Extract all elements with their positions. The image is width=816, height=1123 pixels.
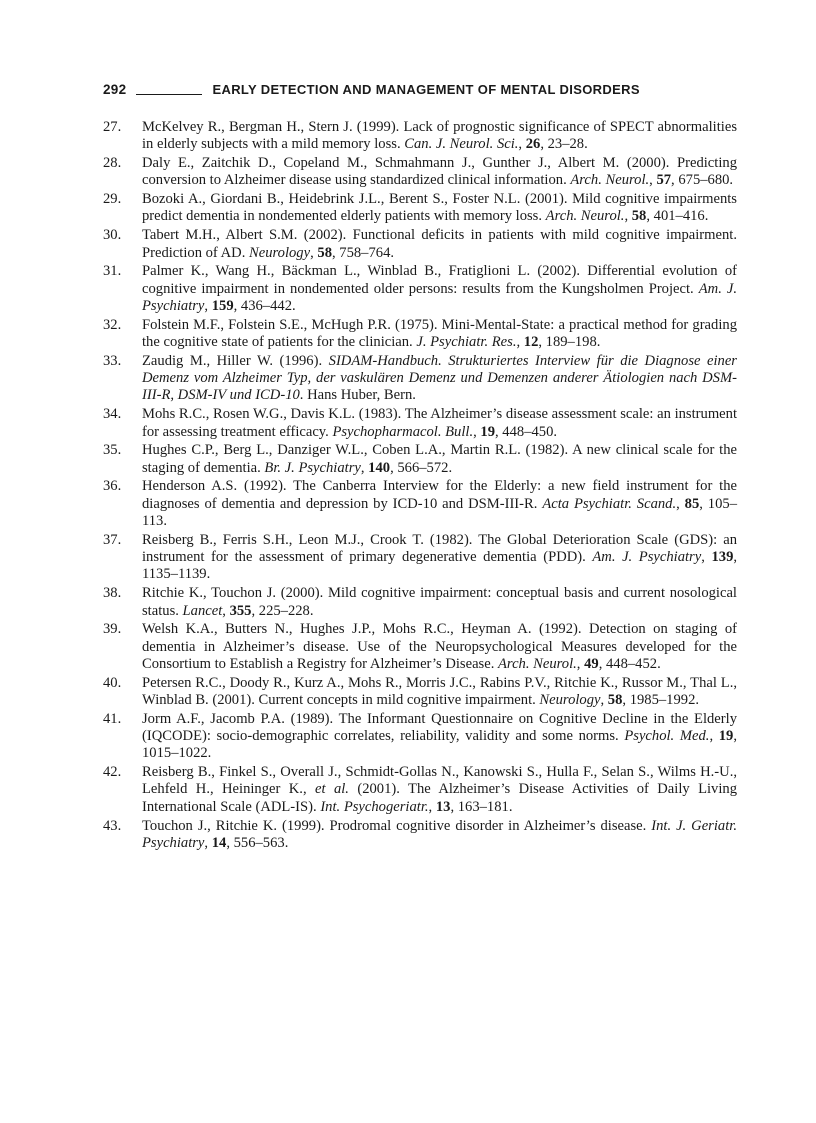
reference-text	[142, 585, 737, 620]
reference-segment: , 105–113.	[142, 495, 737, 530]
reference-item	[103, 263, 737, 315]
reference-italic-segment: Psychol. Med.	[624, 728, 710, 745]
reference-number: 34.	[103, 406, 122, 423]
reference-segment: ,	[360, 459, 369, 476]
reference-italic-segment: Lancet	[182, 602, 223, 619]
reference-number: 43.	[103, 817, 122, 834]
reference-text	[142, 442, 737, 477]
reference-item	[103, 442, 737, 477]
reference-italic-segment: Can. J. Neurol. Sci.	[404, 136, 519, 153]
reference-segment: ,	[516, 334, 524, 351]
reference-number: 38.	[103, 585, 122, 602]
reference-segment: ,	[649, 172, 657, 189]
header-rule	[136, 94, 202, 95]
reference-segment: Petersen R.C., Doody R., Kurz A., Mohs R., Morris J.C., Rabins P.V., Ritchie K., Russor M., Thal L., Winblad B. (2001). Current concepts in mild cognitive impairment.	[142, 674, 737, 708]
reference-segment: , 1985–1992.	[622, 692, 700, 708]
reference-segment: Henderson A.S. (1992). The Canberra Interview for the Elderly: a new field instrument for the diagnoses of dementia and depression by ICD-10 and DSM-III-R.	[142, 478, 737, 512]
reference-italic-segment: Acta Psychiatr. Scand.	[542, 495, 677, 512]
reference-volume: 49	[584, 655, 599, 672]
reference-volume: 57	[656, 172, 672, 189]
reference-segment: ,	[709, 728, 719, 745]
reference-volume: 159	[211, 297, 234, 314]
reference-segment: , 758–764.	[331, 244, 395, 261]
reference-segment: ,	[310, 244, 318, 261]
reference-segment: ,	[518, 136, 526, 153]
reference-italic-segment: Am. J. Psychiatry	[142, 280, 737, 314]
reference-number: 32.	[103, 316, 122, 333]
reference-item	[103, 818, 737, 853]
reference-volume: 139	[711, 549, 734, 566]
reference-italic-segment: Neurology	[249, 244, 311, 261]
reference-volume: 19	[480, 423, 495, 440]
reference-item	[103, 621, 737, 673]
reference-segment: ,	[576, 655, 585, 672]
reference-number: 33.	[103, 352, 122, 369]
reference-italic-segment: Psychopharmacol. Bull.	[332, 423, 474, 440]
reference-item	[103, 406, 737, 441]
reference-text	[142, 227, 737, 262]
reference-number: 37.	[103, 531, 122, 548]
reference-text	[142, 818, 737, 853]
reference-item	[103, 353, 737, 405]
reference-text	[142, 478, 737, 530]
reference-italic-segment: Br. J. Psychiatry	[264, 459, 361, 476]
reference-segment: , 23–28.	[540, 136, 588, 153]
reference-volume: 58	[607, 692, 623, 708]
reference-item	[103, 191, 737, 226]
reference-segment: Bozoki A., Giordani B., Heidebrink J.L., Berent S., Foster N.L. (2001). Mild cognitive impairments predict dementia in nondemented elderly patients with memory loss.	[142, 191, 737, 225]
reference-segment: , 556–563.	[226, 834, 289, 851]
reference-segment: (2001). The Alzheimer’s Disease Activities of Daily Living International Scale (ADL-IS).	[142, 781, 738, 815]
reference-text	[142, 119, 737, 154]
reference-item	[103, 711, 737, 763]
reference-text	[142, 406, 737, 441]
reference-text	[142, 263, 737, 315]
reference-segment: ,	[428, 798, 436, 815]
reference-item	[103, 227, 737, 262]
reference-italic-segment: Arch. Neurol.	[545, 208, 625, 225]
reference-segment: Reisberg B., Finkel S., Overall J., Schmidt-Gollas N., Kanowski S., Hulla F., Selan S., Wilms H.-U., Lehfeld H., Heininger K.,	[142, 764, 737, 798]
reference-item	[103, 532, 737, 584]
reference-segment: , 448–452.	[598, 655, 661, 672]
reference-item	[103, 764, 737, 816]
reference-segment: Touchon J., Ritchie K. (1999). Prodromal cognitive disorder in Alzheimer’s disease.	[142, 817, 652, 834]
reference-segment: Tabert M.H., Albert S.M. (2002). Functional deficits in patients with mild cognitive impairment. Prediction of AD.	[142, 227, 737, 261]
reference-number: 42.	[103, 764, 122, 781]
reference-segment: Welsh K.A., Butters N., Hughes J.P., Mohs R.C., Heyman A. (1992). Detection on staging of dementia in Alzheimer’s disease. Use of the Neuropsychological Measures developed for the Consortium to Establish a Registry for Alzheimer’s Disease.	[142, 621, 737, 672]
reference-text	[142, 191, 737, 226]
reference-segment: Mohs R.C., Rosen W.G., Davis K.L. (1983). The Alzheimer’s disease assessment scale: an instrument for assessing treatment efficacy.	[142, 406, 737, 440]
reference-segment: ,	[204, 834, 212, 851]
reference-volume: 26	[525, 136, 541, 153]
reference-segment: Reisberg B., Ferris S.H., Leon M.J., Crook T. (1982). The Global Deterioration Scale (GDS): an instrument for the assessment of primary degenerative dementia (PDD).	[142, 531, 737, 566]
reference-number: 39.	[103, 621, 122, 638]
reference-item	[103, 478, 737, 530]
reference-italic-segment: Arch. Neurol.	[498, 655, 577, 672]
reference-item	[103, 675, 737, 710]
reference-italic-segment: Int. Psychogeriatr.	[320, 798, 429, 815]
reference-segment: Daly E., Zaitchik D., Copeland M., Schmahmann J., Gunther J., Albert M. (2000). Predicting conversion to Alzheimer disease using standardized clinical information.	[142, 155, 737, 189]
reference-number: 40.	[103, 674, 122, 691]
reference-segment: , 436–442.	[233, 297, 296, 314]
reference-text	[142, 675, 737, 710]
reference-italic-segment: SIDAM-Handbuch. Strukturiertes Interview für die Diagnose einer Demenz vom Alzheimer Typ, der vaskulären Demenz und Demenzen anderer Ätiologien nach DSM-III-R, DSM-IV und ICD-10	[142, 352, 737, 404]
reference-segment: ,	[222, 602, 230, 619]
reference-segment: ,	[204, 297, 212, 314]
reference-italic-segment: et al.	[315, 781, 349, 798]
reference-segment: , 189–198.	[538, 334, 601, 351]
reference-segment: Palmer K., Wang H., Bäckman L., Winblad B., Fratiglioni L. (2002). Differential evolution of cognitive impairment in nondemented older persons: results from the Kungsholmen Project.	[142, 263, 737, 297]
reference-segment: , 1135–1139.	[142, 549, 738, 583]
reference-text	[142, 353, 737, 405]
reference-segment: Folstein M.F., Folstein S.E., McHugh P.R. (1975). Mini-Mental-State: a practical method for grading the cognitive state of patients for the clinician.	[142, 316, 737, 351]
reference-text	[142, 764, 737, 816]
reference-segment: , 401–416.	[646, 208, 709, 225]
reference-volume: 19	[718, 728, 734, 745]
reference-segment: ,	[600, 692, 608, 708]
reference-number: 30.	[103, 227, 122, 244]
running-title: EARLY DETECTION AND MANAGEMENT OF MENTAL DISORDERS	[212, 81, 640, 97]
reference-segment: . Hans Huber, Bern.	[299, 387, 416, 404]
reference-segment: Ritchie K., Touchon J. (2000). Mild cognitive impairment: conceptual basis and current nosological status.	[142, 585, 737, 619]
reference-segment: ,	[473, 423, 481, 440]
reference-segment: Zaudig M., Hiller W. (1996).	[142, 352, 329, 369]
reference-number: 27.	[103, 119, 122, 135]
reference-number: 35.	[103, 442, 122, 459]
reference-text	[142, 317, 737, 352]
running-header	[103, 80, 737, 98]
reference-segment: ,	[624, 208, 632, 225]
reference-volume: 85	[684, 495, 700, 512]
reference-volume: 140	[368, 459, 391, 476]
reference-italic-segment: Int. J. Geriatr. Psychiatry	[142, 817, 737, 851]
reference-segment: , 1015–1022.	[142, 728, 737, 762]
reference-segment: , 675–680.	[671, 172, 734, 189]
reference-volume: 58	[317, 244, 332, 261]
reference-segment: Hughes C.P., Berg L., Danziger W.L., Coben L.A., Martin R.L. (1982). A new clinical scale for the staging of dementia.	[142, 442, 737, 476]
reference-italic-segment: Am. J. Psychiatry	[592, 549, 702, 566]
reference-number: 36.	[103, 478, 122, 495]
reference-italic-segment: Neurology	[539, 692, 601, 708]
reference-segment: McKelvey R., Bergman H., Stern J. (1999). Lack of prognostic significance of SPECT abnormalities in elderly subjects with a mild memory loss.	[142, 119, 737, 153]
reference-segment: Jorm A.F., Jacomb P.A. (1989). The Informant Questionnaire on Cognitive Decline in the Elderly (IQCODE): socio-demographic correlates, reliability, validity and some norms.	[142, 710, 737, 745]
reference-number: 31.	[103, 263, 122, 280]
reference-text	[142, 621, 737, 673]
reference-text	[142, 155, 737, 190]
reference-number: 41.	[103, 710, 122, 727]
reference-text	[142, 711, 737, 763]
reference-segment: , 163–181.	[450, 798, 513, 815]
reference-list	[103, 119, 737, 854]
reference-segment: ,	[676, 495, 685, 512]
reference-volume: 12	[523, 334, 539, 351]
reference-item	[103, 119, 737, 154]
reference-volume: 355	[229, 602, 252, 619]
reference-volume: 13	[435, 798, 451, 815]
page-number: 292	[103, 81, 127, 97]
reference-segment: ,	[701, 549, 712, 566]
reference-segment: , 566–572.	[390, 459, 453, 476]
reference-volume: 58	[631, 208, 647, 225]
reference-item	[103, 317, 737, 352]
reference-segment: , 448–450.	[495, 423, 558, 440]
reference-item	[103, 155, 737, 190]
reference-number: 28.	[103, 155, 122, 172]
reference-number: 29.	[103, 191, 122, 208]
reference-segment: , 225–228.	[251, 602, 314, 619]
reference-text	[142, 532, 737, 584]
reference-italic-segment: Arch. Neurol.	[570, 172, 650, 189]
reference-volume: 14	[211, 834, 227, 851]
reference-italic-segment: J. Psychiatr. Res.	[416, 334, 517, 351]
reference-item	[103, 585, 737, 620]
